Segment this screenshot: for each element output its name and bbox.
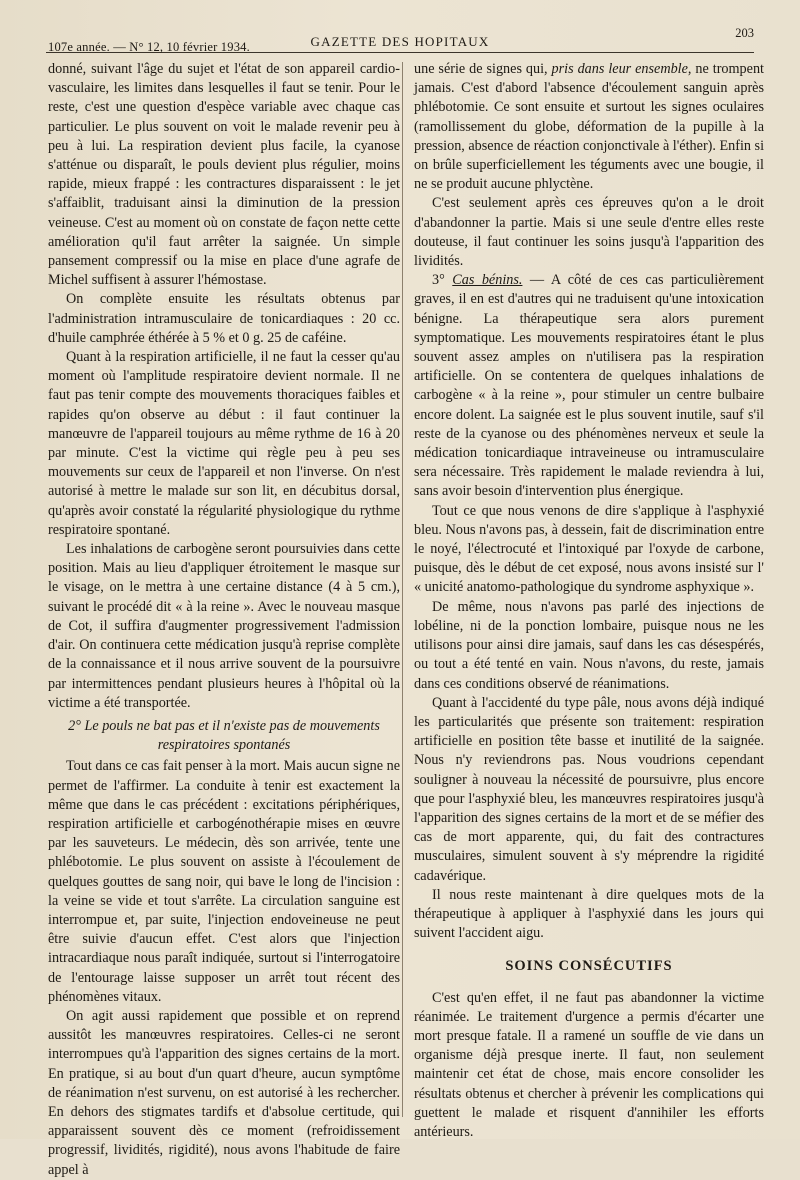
text-run: une série de signes qui, [414,61,552,77]
issue-info: 107e année. — N° 12, 10 février 1934. [48,40,250,54]
italic-run: pris dans leur ensemble [551,61,688,77]
subsection-heading: 2° Le pouls ne bat pas et il n'existe pas de mouvements respiratoires spontanés [68,717,380,754]
paragraph: Les inhalations de carbogène seront poursuivies dans cette position. Mais au lieu d'appliquer étroitement le masque sur le visage, on le mettra à une certaine distance (4 à 5 cm.), suivant le procédé dit « à la reine ». Avec le nouveau masque de Cot, il suffira d'augmenter progressivement l'admission d'air. On continuera cette médication jusqu'à reprise complète de la connaissance et il nous arrive souvent de la poursuivre par intermittences pendant plusieurs heures à l'hôpital où la victime a été transportée. [48,541,400,711]
paragraph: C'est qu'en effet, il ne faut pas abandonner la victime réanimée. Le traitement d'urgence a permis d'écarter une mort presque fatale. Il a ramené un souffle de vie dans un organisme déjà presque inerte. Il faut, non seulement maintenir cet état de chose, mais encore consolider les résultats obtenus et chercher à prévenir les complications qui guettent le malade et risquent d'annihiler les efforts antérieurs. [414,989,764,1140]
column-divider [402,62,403,1117]
left-column [48,60,400,1180]
section-title: SOINS CONSÉCUTIFS [505,958,673,975]
paragraph: De même, nous n'avons pas parlé des injections de lobéline, ni de la ponction lombaire, puisque nous ne les utilisons pour ainsi dire jamais, sauf dans les cas désespérés, ou tout a été tenté en vain. Nous n'avons, du reste, jamais dans ces conditions observé de réanimations. [414,598,764,692]
paragraph: Quant à l'accidenté du type pâle, nous avons déjà indiqué les particularités que présente son traitement: respiration artificielle en position tête basse et inutilité de la saignée. Nous n'y reviendrons pas. Nous voudrions cependant souligner à nouveau la nécessité de poursuivre, plus encore que pour l'asphyxié bleu, les manœuvres respiratoires jusqu'à l'apparition des signes certains de la mort et de se méfier des cas de mort apparente, qui, du fait des contractures musculaires, simulent souvent à s'y méprendre la rigidité cadavérique. [414,694,764,884]
case-number: 3° [432,272,453,289]
paragraph [414,271,764,501]
journal-title: GAZETTE DES HOPITAUX [310,34,490,49]
paragraph [414,60,764,194]
paragraph: C'est seulement après ces épreuves qu'on a le droit d'abandonner la partie. Mais si une seule d'entre elles reste douteuse, il faut continuer les soins jusqu'à l'apparition des lividités. [414,195,764,270]
page-number: 203 [735,26,754,40]
paragraph: Tout dans ce cas fait penser à la mort. Mais aucun signe ne permet de l'affirmer. La conduite à tenir est exactement la même que dans le cas précédent : excitations périphériques, respiration artificielle et carbogénothérapie mises en œuvre par les sauveteurs. Le médecin, dès son arrivée, tente une phlébotomie. Le plus souvent on assiste à l'écoulement de quelques gouttes de sang noir, qui bave le long de l'incision : la veine se vide et tout s'arrête. La circulation sanguine est interrompue et, par suite, l'injection endoveineuse ne peut être suivie d'aucun effet. C'est alors que l'injection intracardiaque nous paraît indiquée, surtout si l'interrogatoire de l'entourage laisse supposer un arrêt tout récent des phénomènes vitaux. [48,758,400,1005]
text-run: , ne trompent jamais. C'est d'abord l'absence d'écoulement sanguin après phlébotomie. Ce sont ensuite et surtout les signes oculaires (ramollissement du globe, déformation de la pupille à la pression, absence de réaction conjonctivale à l'éther). Enfin si on brûle superficiellement les téguments avec une bougie, il ne se produit aucune phlyctène. [414,61,765,193]
case-title: Cas bénins. [452,272,523,289]
text-run: — A côté de ces cas particulièrement graves, il en est d'autres qui ne traduisent qu'une intoxication bénigne. La thérapeutique sera alors purement symptomatique. Les mouvements respiratoires étant le plus souvent assez amples on n'utilisera pas la respiration artificielle. On se contentera de quelques inhalations de carbogène « à la reine », pour stimuler un centre bulbaire encore dolent. La saignée est le plus souvent inutile, sauf s'il reste de la cyanose ou des phénomènes nerveux et seule la médication tonicardiaque intraveineuse ou intramusculaire sera nécessaire. Très rapidement le malade reviendra à lui, sans avoir besoin d'intervention plus énergique. [414,272,764,500]
paragraph: On complète ensuite les résultats obtenus par l'administration intramusculaire de tonicardiaques : 20 cc. d'huile camphrée éthérée à 5 % et 0 g. 25 de caféine. [48,291,400,346]
paragraph: Tout ce que nous venons de dire s'applique à l'asphyxié bleu. Nous n'avons pas, à dessein, fait de discrimination entre le noyé, l'électrocuté et l'intoxiqué par l'oxyde de carbone, puisque, dès le début de cet exposé, nous avons insisté sur l' « unicité anatomo-pathologique du syndrome asphyxique ». [414,502,764,596]
paragraph: Quant à la respiration artificielle, il ne faut la cesser qu'au moment où l'amplitude respiratoire devient normale. Il ne faut pas tenir compte des mouvements thoraciques faibles et rapides qu'on observe au début : il faut continuer la manœuvre de l'appareil toujours au même rythme de 16 à 20 par minute. C'est la victime qui règle peu à peu ses mouvements sur ceux de l'appareil et non l'inverse. On n'est autorisé à mettre le malade sur son lit, en décubitus dorsal, qu'après avoir constaté la régularité physiologique du rythme respiratoire spontané. [48,349,400,538]
paragraph: Il nous reste maintenant à dire quelques mots de la thérapeutique à appliquer à l'asphyxié dans les jours qui suivent l'accident aigu. [414,886,764,942]
page-header [46,26,754,53]
right-column [414,60,764,1142]
paragraph: On agit aussi rapidement que possible et on reprend aussitôt les manœuvres respiratoires. Celles-ci ne seront interrompues qu'à l'apparition des signes certains de la mort. En pratique, si au bout d'un quart d'heure, aucun symptôme de réanimation n'est survenu, on est autorisé à les rechercher. En dehors des stigmates tardifs et d'absolue certitude, qui apparaissent souvent dès ce moment (refroidissement progressif, lividités, rigidité), nous avons l'habitude de faire appel à [48,1007,400,1178]
paragraph: donné, suivant l'âge du sujet et l'état de son appareil cardio-vasculaire, les limites dans lesquelles il faut se tenir. Pour le reste, c'est une question d'espèce variable avec chaque cas particulier. Le plus souvent on voit le malade revenir peu à peu à lui. La respiration devient plus facile, la cyanose s'atténue ou disparaît, le pouls devient plus régulier, moins rapide, mieux frappé : les contractures disparaissent : le jet s'affaiblit, traduisant ainsi la diminution de la pression veineuse. C'est au moment où on constate de façon nette cette amélioration qu'il faut arrêter la saignée. Un simple pansement compressif ou la mise en place d'une agrafe de Michel suffisent à assurer l'hémostase. [48,61,400,289]
